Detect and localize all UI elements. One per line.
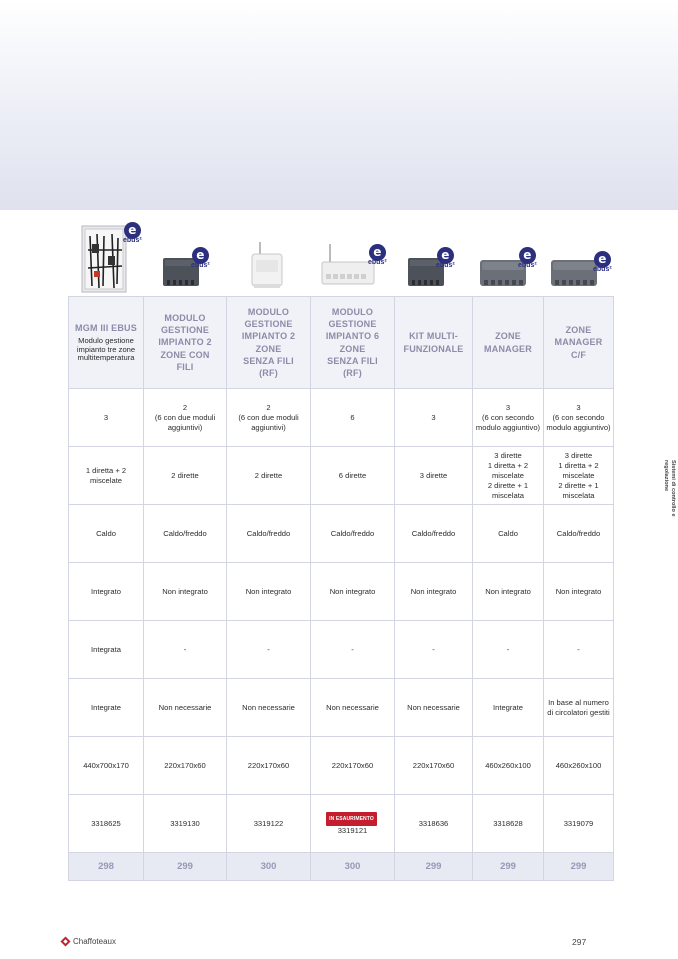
table-cell: 2 dirette	[144, 447, 227, 505]
table-cell: Non integrato	[227, 563, 311, 621]
table-cell: -	[544, 621, 614, 679]
table-cell: -	[311, 621, 395, 679]
table-cell: 3 (6 con secondo modulo aggiuntivo)	[473, 389, 544, 447]
table-cell: Integrato	[69, 563, 144, 621]
table-cell: 3318625	[69, 795, 144, 853]
table-cell: 3318628	[473, 795, 544, 853]
product-image-6-zone-rf	[310, 216, 394, 296]
table-cell: 3 dirette	[395, 447, 473, 505]
table-row	[69, 621, 614, 679]
product-image-multifunction-kit	[394, 216, 472, 296]
table-cell: 3	[69, 389, 144, 447]
ebus-logo-icon: e ebus²	[593, 252, 612, 273]
price-cell: 299	[544, 853, 614, 881]
table-cell: 220x170x60	[144, 737, 227, 795]
table-cell: 6 dirette	[311, 447, 395, 505]
table-cell: 3319122	[227, 795, 311, 853]
table-cell: 3	[395, 389, 473, 447]
product-subtitle: Modulo gestione impianto tre zone multitemperatura	[76, 336, 136, 363]
table-cell: 220x170x60	[395, 737, 473, 795]
table-cell	[311, 795, 395, 853]
product-title: MODULO GESTIONE IMPIANTO 6 ZONE SENZA FILI (RF)	[325, 306, 380, 379]
product-image-2-zone-wired	[143, 216, 226, 296]
price-cell: 299	[395, 853, 473, 881]
product-title: ZONE MANAGER	[484, 331, 532, 354]
table-row	[69, 447, 614, 505]
header-cell	[544, 297, 614, 389]
brand-name: Chaffoteaux	[73, 937, 116, 946]
table-cell: Non integrato	[395, 563, 473, 621]
table-cell: Caldo/freddo	[544, 505, 614, 563]
table-cell: 220x170x60	[311, 737, 395, 795]
product-title: MODULO GESTIONE IMPIANTO 2 ZONE SENZA FILI (RF)	[241, 306, 296, 379]
price-cell: 299	[144, 853, 227, 881]
price-cell: 299	[473, 853, 544, 881]
product-image-mgm	[68, 216, 143, 296]
table-cell: Non necessarie	[395, 679, 473, 737]
side-section-tab	[652, 460, 678, 540]
table-cell: 1 diretta + 2 miscelate	[69, 447, 144, 505]
table-cell: -	[227, 621, 311, 679]
table-cell: Non integrato	[144, 563, 227, 621]
table-cell: Caldo/freddo	[227, 505, 311, 563]
header-cell	[473, 297, 544, 389]
table-cell: 440x700x170	[69, 737, 144, 795]
product-images-row	[68, 216, 613, 296]
table-cell: -	[144, 621, 227, 679]
table-row	[69, 563, 614, 621]
table-cell: 3319130	[144, 795, 227, 853]
table-row	[69, 679, 614, 737]
product-title: ZONE MANAGER C/F	[554, 325, 603, 360]
table-cell: 3 (6 con secondo modulo aggiuntivo)	[544, 389, 614, 447]
table-cell: Non integrato	[473, 563, 544, 621]
ebus-logo-icon: e ebus²	[123, 223, 142, 244]
product-image-zone-manager	[472, 216, 543, 296]
table-cell: 2 dirette	[227, 447, 311, 505]
ebus-logo-icon: e ebus²	[368, 245, 387, 266]
table-cell: 2 (6 con due moduli aggiuntivi)	[144, 389, 227, 447]
table-row	[69, 795, 614, 853]
table-cell: Caldo/freddo	[311, 505, 395, 563]
table-cell: Non integrato	[544, 563, 614, 621]
price-cell: 298	[69, 853, 144, 881]
multifunction-kit-image	[394, 216, 472, 296]
ebus-logo-icon: e ebus²	[436, 248, 455, 269]
table-cell: Integrate	[473, 679, 544, 737]
table-cell: Non necessarie	[227, 679, 311, 737]
table-cell: 3319079	[544, 795, 614, 853]
top-banner-image	[0, 0, 678, 210]
table-cell: 220x170x60	[227, 737, 311, 795]
price-cell: 300	[227, 853, 311, 881]
table-cell: 3 dirette 1 diretta + 2 miscelate 2 dirette + 1 miscelata	[544, 447, 614, 505]
header-cell	[144, 297, 227, 389]
wireless-module-image	[226, 216, 310, 296]
table-cell: Non necessarie	[311, 679, 395, 737]
control-module-image	[143, 216, 226, 296]
table-cell: 2 (6 con due moduli aggiuntivi)	[227, 389, 311, 447]
product-image-zone-manager-cf	[543, 216, 613, 296]
table-cell: 3318636	[395, 795, 473, 853]
side-tab-label: Sistemi di controllo e regolazione	[663, 460, 676, 517]
table-cell: 460x260x100	[473, 737, 544, 795]
chaffoteaux-logo-icon	[60, 936, 71, 947]
table-cell: Caldo	[69, 505, 144, 563]
table-cell: In base al numero di circolatori gestiti	[544, 679, 614, 737]
table-cell: Caldo/freddo	[395, 505, 473, 563]
product-spec-table	[68, 296, 614, 881]
brand-logo	[60, 936, 116, 947]
price-row	[69, 853, 614, 881]
ebus-logo-icon: e ebus²	[518, 248, 537, 269]
table-cell: Non necessarie	[144, 679, 227, 737]
table-cell: Non integrato	[311, 563, 395, 621]
header-cell	[395, 297, 473, 389]
out-of-stock-badge: IN ESAURIMENTO	[326, 812, 377, 826]
ebus-logo-icon: e ebus²	[191, 248, 210, 269]
table-cell: Caldo	[473, 505, 544, 563]
table-cell: 3 dirette 1 diretta + 2 miscelate 2 dirette + 1 miscelata	[473, 447, 544, 505]
price-cell: 300	[311, 853, 395, 881]
table-cell: -	[473, 621, 544, 679]
table-row	[69, 389, 614, 447]
table-cell: -	[395, 621, 473, 679]
table-row	[69, 505, 614, 563]
table-header-row	[69, 297, 614, 389]
product-title: MODULO GESTIONE IMPIANTO 2 ZONE CON FILI	[158, 312, 212, 372]
product-title: KIT MULTI-FUNZIONALE	[403, 331, 464, 354]
table-cell: Caldo/freddo	[144, 505, 227, 563]
header-cell	[311, 297, 395, 389]
table-cell: 460x260x100	[544, 737, 614, 795]
table-row	[69, 737, 614, 795]
product-code: 3319121	[337, 825, 368, 835]
table-cell: Integrata	[69, 621, 144, 679]
header-cell	[69, 297, 144, 389]
header-cell	[227, 297, 311, 389]
product-title: MGM III EBUS	[75, 323, 137, 334]
table-cell: Integrate	[69, 679, 144, 737]
page-number: 297	[572, 937, 587, 947]
table-cell: 6	[311, 389, 395, 447]
product-image-2-zone-rf	[226, 216, 310, 296]
